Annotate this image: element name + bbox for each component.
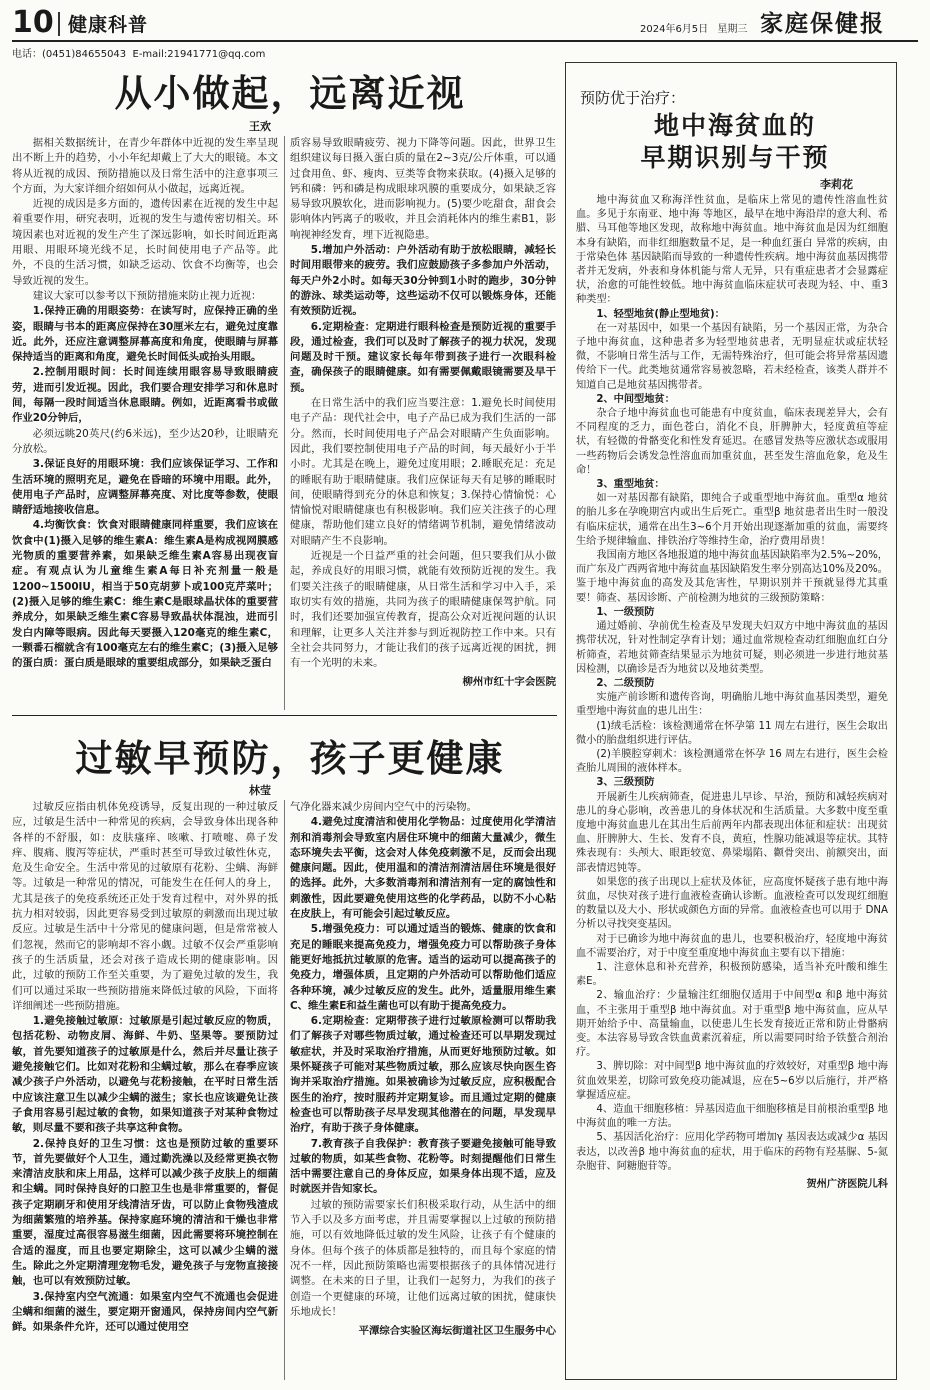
date-text: 2024年6月5日 <box>640 24 709 35</box>
paragraph: 质容易导致眼睛疲劳、视力下降等问题。因此，世界卫生组织建议每日摄入蛋白质的量在2~3克/公斤体重，可以通过食用鱼、虾、瘦肉、豆类等食物来获取。(4)摄入足够的钙和磷：钙和磷是构成眼球巩膜的重要成分，如果缺乏容易导致巩膜软化，进而影响视力。(5)要少吃甜食，甜食会影响体内钙离子的吸收，并且会消耗体内的维生素B1，影响视神经发育，埋下近视隐患。 <box>290 137 556 241</box>
paragraph: 我国南方地区各地报道的地中海贫血基因缺陷率为2.5%~20%，而广东及广西两省地中海贫血基因缺陷发生率分别高达10%及20%。鉴于地中海贫血的高发及其危害性，早期识别并干预就显得尤其重要！筛查、基因诊断、产前检测为地贫的三级预防策略： <box>576 550 888 604</box>
paragraph: 过敏的预防需要家长们积极采取行动，从生活中的细节入手以及多方面考虑，并且需要掌握以上过敏的预防措施，可以有效地降低过敏的发生风险，让孩子有个健康的身体。但每个孩子的体质都是独特的，而且每个家庭的情况不一样，因此预防策略也需要根据孩子的具体情况进行调整。在未来的日子里，让我们一起努力，为我们的孩子创造一个更健康的环境，让他们远离过敏的困扰，健康快乐地成长！ <box>290 1198 556 1318</box>
page-number: 10 <box>12 5 54 40</box>
paragraph: 开展新生儿疾病筛查，促进患儿早诊、早治，预防和减轻疾病对患儿的身心影响，改善患儿的身体状况和生活质量。大多数中度至重度地中海贫血患儿在其出生后前两年内都表现出体征和症状：出现贫血、肝脾肿大、生长、发育不良，黄疸，性腺功能减退等症状。其特殊表现有：头颅大、眼距较宽、鼻梁塌陷、颧骨突出、前额突出，面部表情迟钝等。 <box>576 791 888 874</box>
paragraph: 2、输血治疗：少量输注红细胞仅适用于中间型α 和β 地中海贫血，不主张用于重型β 地中海贫血。对于重型β 地中海贫血，应从早期开始给予中、高量输血，以使患儿生长发育接近正常和防止骨骼病变。本法容易导致含铁血黄素沉着症，所以需要同时给予铁螯合剂治疗。 <box>576 990 888 1059</box>
subheading: 3、重型地贫： <box>596 479 665 491</box>
paragraph: 必须远眺20英尺(约6米远)，至少达20秒，让眼睛充分放松。 <box>12 427 278 455</box>
paragraph: 在一对基因中，如果一个基因有缺陷，另一个基因正常，为杂合子地中海贫血，这种患者多为轻型地贫患者，无明显症状或症状轻微，不影响日常生活与工作，无需特殊治疗，但可能会将异常基因遗传给下一代。此类地贫通常容易被忽略，若未经检查，该类人群并不知道自己是地贫基因携带者。 <box>576 322 888 391</box>
paragraph: 6.定期检查：定期进行眼科检查是预防近视的重要手段，通过检查，我们可以及时了解孩子的视力状况，发现问题及时干预。建议家长每年带到孩子进行一次眼科检查，确保孩子的眼睛健康。如有需要佩戴眼镜需要及早干预。 <box>290 320 556 394</box>
paragraph: 1.保持正确的用眼姿势：在读写时，应保持正确的坐姿，眼睛与书本的距离应保持在30厘米左右，避免过度靠近。此外，还应注意调整屏幕高度和角度，使眼睛与屏幕保持适当的距离和角度，避免长时间低头或抬头用眼。 <box>12 305 278 364</box>
paragraph: 5.增强免疫力：可以通过适当的锻炼、健康的饮食和充足的睡眠来提高免疫力，增强免疫力可以帮助孩子身体能更好地抵抗过敏原的危害。适当的运动可以提高孩子的免疫力，增强体质，且定期的户外活动可以帮助他们适应各种环境，减少过敏反应的发生。此外，适量服用维生素C、维生素E和益生菌也可以有助于提高免疫力。 <box>290 923 556 1012</box>
paragraph: 据相关数据统计，在青少年群体中近视的发生率呈现出不断上升的趋势，小小年纪却戴上了大大的眼镜。本文将从近视的成因、预防措施以及日常生活中的注意事项三个方面，为大家详细介绍如何从小做起，远离近视。 <box>12 137 278 195</box>
paper-name: 家庭保健报 <box>760 10 885 37</box>
column-divider <box>284 800 285 1380</box>
article1-title: 从小做起，远离近视 <box>114 71 466 115</box>
paragraph: 气净化器来减少房间内空气中的污染物。 <box>290 801 478 813</box>
paragraph: (1)绒毛活检：该检测通常在怀孕第 11 周左右进行，医生会取出微小的胎盘组织进行评估。 <box>576 720 888 746</box>
article2-col2 <box>290 800 556 1380</box>
paragraph: 6.定期检查：定期带孩子进行过敏原检测可以帮助我们了解孩子对哪些物质过敏，通过检查还可以早期发现过敏症状，并及时采取治疗措施，从而更好地预防过敏。如果怀疑孩子可能对某些物质过敏，那么应该尽快向医生咨询并采取治疗措施。如果被确诊为过敏反应，应积极配合医生的治疗，按时服药并定期复诊。而且通过定期的健康检查也可以帮助孩子尽早发现其他潜在的问题，早发现早治疗，有助于孩子身体健康。 <box>290 1015 556 1135</box>
article3-author: 李莉花 <box>820 178 853 191</box>
paragraph: 2.保持良好的卫生习惯：这也是预防过敏的重要环节，首先要做好个人卫生，通过勤洗澡以及经常更换衣物来清洁皮肤和床上用品，这样可以减少孩子皮肤上的细菌和尘螨。同时保持良好的口腔卫生也是非常重要的，督促孩子定期刷牙和使用牙线清洁牙齿，可以防止食物残渣成为细菌繁殖的培养基。保持家庭环境的清洁和干燥也非常重要，湿度过高很容易滋生细菌，因此需要将环境控制在合适的湿度，而且也要定期除尘，这可以减少尘螨的滋生。除此之外定期清理宠物毛发，避免孩子与宠物直接接触，也可以有效预防过敏。 <box>12 1137 278 1288</box>
article3-body <box>576 194 888 1372</box>
article1-col1 <box>12 136 278 710</box>
paragraph: 如一对基因都有缺陷，即纯合子或重型地中海贫血。重型α 地贫的胎儿多在孕晚期宫内或出生后死亡。重型β 地贫患者出生时一般没有临床症状，通常在出生3~6个月开始出现逐渐加重的贫血，需要终生给予规律输血、排铁治疗等维持生命，治疗费用昂贵！ <box>576 493 888 547</box>
paragraph: 杂合子地中海贫血也可能患有中度贫血，临床表现差异大，会有不同程度的乏力，面色苍白，消化不良，肝脾肿大，轻度黄疸等症状，有轻微的骨骼变化和性发育延迟。在感冒发热等应激状态或服用一些药物后会诱发急性溶血而加重贫血，甚至发生溶血危象，危及生命！ <box>576 408 888 476</box>
article1-col2 <box>290 136 556 710</box>
paragraph: 通过婚前、孕前优生检查及早发现夫妇双方中地中海贫血的基因携带状况，针对性制定孕育计划；通过血常规检查动红细胞血红白分析筛查，若地贫筛查结果显示为地贫可疑，则必须进一步进行地贫基因检测，以确诊是否为地贫以及地贫类型。 <box>576 621 888 675</box>
article2-author: 林莹 <box>249 784 271 797</box>
article3-kicker: 预防优于治疗： <box>580 89 686 107</box>
paragraph: 3、脾切除：对中间型β 地中海贫血的疗效较好，对重型β 地中海贫血效果差，切除可致免疫功能减退，应在5~6岁以后施行，并严格掌握适应症。 <box>576 1061 888 1101</box>
paragraph: 实施产前诊断和遗传咨询，明确胎儿地中海贫血基因类型，避免重型地中海贫血的患儿出生： <box>576 692 888 718</box>
contact-line: 电话：(0451)84655043 E-mail:21941771@qq.com <box>12 49 266 60</box>
article-separator <box>12 715 557 716</box>
paragraph: 如果您的孩子出现以上症状及体征，应高度怀疑孩子患有地中海贫血，尽快对孩子进行血液检查确认诊断。血液检查可以发现红细胞的数量以及大小、形状或颜色方面的异常。血液检查也可以用于 DNA 分析以寻找突变基因。 <box>576 876 888 931</box>
subheading: 2、中间型地贫： <box>596 393 675 405</box>
paragraph: 建议大家可以参考以下预防措施来防止视力近视： <box>32 289 262 302</box>
paragraph: 3.保证良好的用眼环境：我们应该保证学习、工作和生活环境的照明充足，避免在昏暗的环境中用眼。此外，使用电子产品时，应调整屏幕亮度、对比度等参数，使眼睛舒适地接收信息。 <box>12 458 278 517</box>
weekday-text: 星期三 <box>717 24 748 35</box>
paragraph: 4.避免过度清洁和使用化学物品：过度使用化学清洁剂和消毒剂会导致室内居住环境中的细菌大量减少，微生态环境失去平衡，这会对人体免疫刺激不足，反而会出现健康问题。因此，使用温和的清洁剂清洁居住环境是很好的选择。此外，大多数消毒剂和清洁剂有一定的腐蚀性和刺激性，因此要避免使用这些的化学药品，以防不小心粘在皮肤上，有可能会引起过敏反应。 <box>290 816 556 921</box>
paragraph: 过敏反应指由机体免疫诱导，反复出现的一种过敏反应，过敏是生活中一种常见的疾病，会导致身体出现各种各样的不舒服，如：皮肤瘙痒、咳嗽、打喷嚏、鼻子发痒、腹痛、腹泻等症状，严重时甚至可导致过敏性休克，危及生命安全。生活中常见的过敏原有花粉、尘螨、海鲜等。过敏是一种常见的情况，可能发生在任何人的身上，尤其是孩子的免疫系统还正处于发育过程中，对外界的抵抗力相对较弱，因此更容易受到过敏原的刺激而出现过敏反应。过敏是生活中十分常见的健康问题，但是常常被人们忽视，然而它的影响却不容小觑。过敏不仅会严重影响孩子的生活质量，还会对孩子造成长期的健康影响。因此，过敏的预防工作至关重要，为了避免过敏的发生，我们可以通过采取一些预防措施来降低过敏的风险，下面将详细阐述一些预防措施。 <box>12 801 278 1012</box>
article2-signature: 平潭综合实验区海坛街道社区卫生服务中心 <box>358 1325 556 1338</box>
article3-title-line1: 地中海贫血的 <box>653 111 816 140</box>
article3-title-line2: 早期识别与干预 <box>640 143 830 172</box>
paragraph: 近视的成因是多方面的，遗传因素在近视的发生中起着重要作用，研究表明，近视的发生与遗传密切相关。环境因素也对近视的发生产生了深远影响，如长时间近距离用眼、用眼环境光线不足，长时间使用电子产品等。此外，不良的生活习惯，如缺乏运动、饮食不均衡等，也会导致近视的发生。 <box>12 198 278 287</box>
paragraph: 2.控制用眼时间：长时间连续用眼容易导致眼睛疲劳，进而引发近视。因此，我们要合理安排学习和休息时间，每隔一段时间适当休息眼睛。例如，近距离看书或做作业20分钟后， <box>12 366 278 425</box>
paragraph: 对于已确诊为地中海贫血的患儿，也要积极治疗，轻度地中海贫血不需要治疗，对于中度至重度地中海贫血主要有以下措施： <box>576 933 888 959</box>
article1-author: 王欢 <box>249 120 271 133</box>
masthead-divider <box>58 12 60 36</box>
masthead <box>0 0 930 60</box>
section-name: 健康科普 <box>68 14 149 36</box>
issue-date <box>640 20 747 35</box>
paragraph: 5、基因活化治疗：应用化学药物可增加γ 基因表达或减少α 基因表达，以改善β 地中海贫血的症状，用于临床的药物有羟基脲、5-氮杂胞苷、阿糖胞苷等。 <box>576 1132 888 1172</box>
paragraph: 1.避免接触过敏原：过敏原是引起过敏反应的物质，包括花粉、动物皮屑、海鲜、牛奶、坚果等。要预防过敏，首先要知道孩子的过敏原是什么，然后并尽量让孩子避免接触它们。比如对花粉和尘螨过敏，那么在春季应该减少孩子户外活动，以避免与花粉接触，在平时日常生活中应该注意卫生以减少尘螨的滋生；家长也应该避免让孩子食用容易引起过敏的食物，如果知道孩子对某种食物过敏，则尽量不要和孩子共享这种食物。 <box>12 1015 278 1135</box>
paragraph: 7.教育孩子自我保护：教育孩子要避免接触可能导致过敏的物质，如某些食物、花粉等。时刻提醒他们日常生活中需要注意自己的身体反应，如果身体出现不适，应及时就医并告知家长。 <box>290 1137 556 1196</box>
article3-signature: 贺州广济医院儿科 <box>806 1179 888 1191</box>
paragraph: 近视是一个日益严重的社会问题，但只要我们从小做起，养成良好的用眼习惯，就能有效预防近视的发生。我们要关注孩子的眼睛健康，从日常生活和学习中入手，采取切实有效的措施，共同为孩子的眼睛健康保驾护航。同时，我们还要加强宣传教育，提高公众对近视问题的认识和理解，让更多人关注并参与到近视防控工作中来。只有全社会共同努力，才能让我们的孩子远离近视的困扰，拥有一个光明的未来。 <box>290 550 556 670</box>
masthead-rule <box>12 40 918 42</box>
paragraph: 地中海贫血又称海洋性贫血，是临床上常见的遗传性溶血性贫血。多见于东南亚、地中海 等地区，最早在地中海沿岸的意大利、希腊、马耳他等地区发现，故称地中海贫血。地中海贫血是因为红细胞本身有缺陷，而非红细胞数量不足，是一种血红蛋白 异常的疾病，由于常染色体 基因缺陷而导致的一种遗传性疾病。地中海贫血基因携带者并无发病，外表和身体机能与常人无异，只有重症患者才会显露症状，治愈的可能性较低。地中海贫血临床症状可表现为轻、中、重3种类型： <box>576 195 888 306</box>
paragraph: 5.增加户外活动：户外活动有助于放松眼睛，减轻长时间用眼带来的疲劳。我们应鼓励孩子多参加户外活动，每天户外2小时。如每天30分钟到1小时的跑步，30分钟的游泳、球类运动等，这些运动不仅可以锻炼身体，还能有效预防近视。 <box>290 244 556 318</box>
subheading: 2、二级预防 <box>596 677 655 689</box>
article1-signature: 柳州市红十字会医院 <box>462 676 556 689</box>
subheading: 1、一级预防 <box>596 606 655 618</box>
paragraph: (2)羊膜腔穿刺术：该检测通常在怀孕 16 周左右进行，医生会检查胎儿周围的液体样本。 <box>576 748 888 775</box>
paragraph: 3.保持室内空气流通：如果室内空气不流通也会促进尘螨和细菌的滋生，要定期开窗通风，保持房间内空气新鲜。如果条件允许，还可以通过使用空 <box>12 1290 278 1334</box>
paragraph: 4.均衡饮食：饮食对眼睛健康同样重要，我们应该在饮食中(1)摄入足够的维生素A：维生素A是构成视网膜感光物质的重要营养素，如果缺乏维生素A容易出现夜盲症。有观点认为儿童维生素A每日补充剂量一般是1200~1500IU，相当于50克胡萝卜或100克芹菜叶；(2)摄入足够的维生素C：维生素C是眼球晶状体的重要营养成分，如果缺乏维生素C容易导致晶状体混浊，进而引发白内障等眼病。因此每天要摄入120毫克的维生素C，一颗番石榴就含有100毫克左右的维生素C；(3)摄入足够的蛋白质：蛋白质是眼球的重要组成部分，如果缺乏蛋白 <box>12 519 278 670</box>
article2-title: 过敏早预防，孩子更健康 <box>75 736 505 780</box>
article2-col1 <box>12 800 278 1380</box>
subheading: 3、三级预防 <box>596 777 655 789</box>
paragraph: 4、造血干细胞移植：异基因造血干细胞移植是目前根治重型β 地中海贫血的唯一方法。 <box>576 1104 888 1130</box>
paragraph: 在日常生活中的我们应当要注意：1.避免长时间使用电子产品：现代社会中，电子产品已成为我们生活的一部分。然而，长时间使用电子产品会对眼睛产生负面影响。因此，我们要控制使用电子产品的时间，每天最好小于半小时。尤其是在晚上，避免过度用眼；2.睡眠充足：充足的睡眠有助于眼睛健康。我们应保证每天有足够的睡眠时间，使眼睛得到充分的休息和恢复；3.保持心情愉悦：心情愉悦对眼睛健康也有积极影响。我们应关注孩子的心理健康，帮助他们建立良好的情绪调节机制，避免情绪波动对眼睛产生不良影响。 <box>290 397 556 547</box>
subheading: 1、轻型地贫(静止型地贫)： <box>596 308 725 320</box>
column-divider <box>284 136 285 710</box>
paragraph: 1、注意休息和补充营养，积极预防感染，适当补充叶酸和维生素E。 <box>576 961 888 988</box>
